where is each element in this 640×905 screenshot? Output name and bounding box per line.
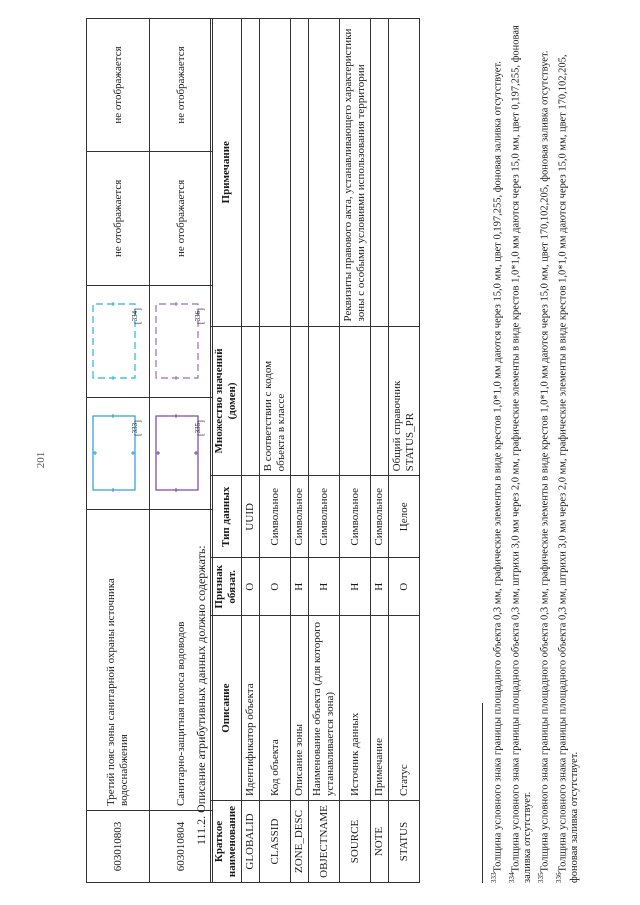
cell: [291, 326, 309, 476]
object-name: Санитарно-защитная полоса водоводов: [150, 509, 213, 810]
footnote-text: Толщина условного знака границы площадного объекта 0,3 мм, графические элементы в виде крестов 1,0*1,0 мм даются через 15,0 мм, цвет 170,102,205, фоновая заливка отсутствует.: [539, 50, 551, 873]
cell: О: [260, 558, 291, 616]
table-row: [260, 19, 291, 883]
cell: Символьное: [260, 476, 291, 558]
cell: Реквизиты правового акта, устанавливающего характеристики зоны с особыми условиями использования территории: [340, 19, 371, 327]
footnote: [506, 21, 535, 883]
cell: [371, 326, 389, 476]
footnote-number: 335: [537, 872, 545, 883]
footnote-number: 336: [554, 872, 563, 883]
cell: [260, 19, 291, 327]
table-header-row: [211, 19, 242, 883]
cell: Общий справочник STATUS_PR: [389, 326, 420, 476]
footnote: [488, 21, 505, 883]
column-header: Описание: [211, 616, 242, 801]
footnote-number: 334: [507, 872, 516, 883]
section-caption: 111.2. Описание атрибутивных данных должно содержать:: [194, 545, 208, 845]
cell: Н: [371, 558, 389, 616]
display-value: не отображается: [150, 151, 213, 285]
column-header: Краткое наименование: [211, 801, 242, 883]
cell: OBJECTNAME: [309, 801, 340, 883]
cell: STATUS: [389, 801, 420, 883]
cell: О: [242, 558, 260, 616]
column-header: Множество значений (домен): [211, 326, 242, 476]
footnote-divider: [482, 703, 483, 883]
cell: [242, 19, 260, 327]
cell: [291, 19, 309, 327]
footnote: [553, 21, 582, 883]
cell: Н: [291, 558, 309, 616]
table-row: [309, 19, 340, 883]
cell: [389, 19, 420, 327]
cell: UUID: [242, 476, 260, 558]
table-row: [291, 19, 309, 883]
cell: Символьное: [291, 476, 309, 558]
symbol-cell: [335]: [150, 397, 213, 509]
table-row: [340, 19, 371, 883]
cell: [340, 326, 371, 476]
cell: В соответствии с кодом объекта в классе: [260, 326, 291, 476]
cell: О: [389, 558, 420, 616]
symbol-cell: [336]: [150, 285, 213, 397]
cell: Символьное: [340, 476, 371, 558]
cell: NOTE: [371, 801, 389, 883]
cell: Идентификатор объекта: [242, 616, 260, 801]
cell: [242, 326, 260, 476]
cell: [309, 19, 340, 327]
footnote: [535, 21, 552, 883]
footnote-text: Толщина условного знака границы площадного объекта 0,3 мм, штрихи 3,0 мм через 2,0 мм, графические элементы в виде крестов 1,0*1,0 мм даются через 15,0 мм, цвет 170,102,205, фоновая заливка отсутствует.: [557, 54, 580, 883]
table-row: [371, 19, 389, 883]
cell: Н: [340, 558, 371, 616]
footnote-text: Толщина условного знака границы площадного объекта 0,3 мм, графические элементы в виде крестов 1,0*1,0 мм даются через 15,0 мм, цвет 0,197,255, фоновая заливка отсутствует.: [492, 61, 504, 873]
cell: Символьное: [309, 476, 340, 558]
object-name: Третий пояс зоны санитарной охраны источника водоснабжения: [87, 509, 150, 810]
footnote-text: Толщина условного знака границы площадного объекта 0,3 мм, штрихи 3,0 мм через 2,0 мм, графические элементы в виде крестов 1,0*1,0 мм даются через 15,0 мм, цвет 0,197,255, фоновая заливка отсутствует.: [510, 25, 533, 883]
cell: CLASSID: [260, 801, 291, 883]
attribute-table: [210, 18, 420, 883]
cell: [371, 19, 389, 327]
cell: Наименование объекта (для которого устанавливается зона): [309, 616, 340, 801]
table-row: [87, 19, 150, 883]
cell: GLOBALID: [242, 801, 260, 883]
object-code: 603010803: [87, 811, 150, 883]
cell: Источник данных: [340, 616, 371, 801]
page-number: 201: [35, 451, 47, 469]
footnote-ref: 336: [194, 310, 202, 322]
cell: Код объекта: [260, 616, 291, 801]
symbol-cell: [334]: [87, 285, 150, 397]
footnote-ref: 334: [131, 310, 139, 322]
cell: ZONE_DESC: [291, 801, 309, 883]
footnotes: [488, 21, 582, 883]
cell: Символьное: [371, 476, 389, 558]
display-value: не отображается: [150, 19, 213, 152]
cell: SOURCE: [340, 801, 371, 883]
table-row: [389, 19, 420, 883]
column-header: Примечание: [211, 19, 242, 327]
footnote-number: 333: [490, 872, 498, 883]
object-code: 603010804: [150, 811, 213, 883]
column-header: Тип данных: [211, 476, 242, 558]
footnote-ref: 333: [131, 422, 139, 434]
table-row: [242, 19, 260, 883]
cell: Целое: [389, 476, 420, 558]
symbol-cell: [333]: [87, 397, 150, 509]
cell: Примечание: [371, 616, 389, 801]
display-value: не отображается: [87, 19, 150, 152]
cell: Н: [309, 558, 340, 616]
cell: Описание зоны: [291, 616, 309, 801]
cell: [309, 326, 340, 476]
cell: Статус: [389, 616, 420, 801]
column-header: Признак обязат.: [211, 558, 242, 616]
footnote-ref: 335: [194, 422, 202, 434]
display-value: не отображается: [87, 151, 150, 285]
